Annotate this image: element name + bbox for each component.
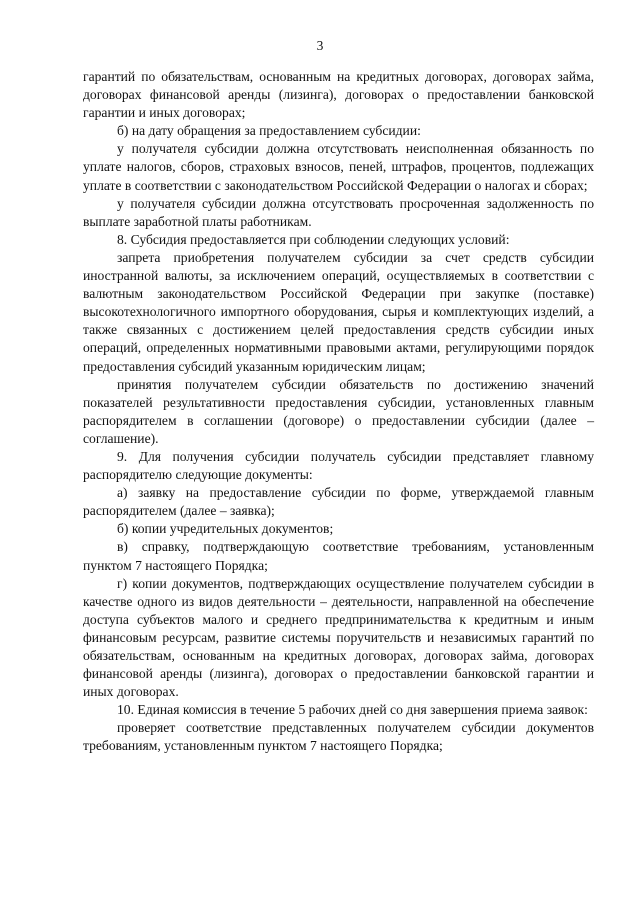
paragraph-commission-check: проверяет соответствие представленных получателем субсидии документов требованиям, установленным пунктом 7 настоящего Порядка;: [83, 720, 594, 754]
paragraph-item-g-activity-docs: г) копии документов, подтверждающих осуществление получателем субсидии в качестве одного из видов деятельности – деятельности, направленной на обеспечение доступа субъектов малого и среднего предпринимательства к кредитным и иным финансовым ресурсам, развитие системы поручительств и независимых гарантий по обязательствам, основанным на кредитных договорах, договорах займа, договорах финансовой аренды (лизинга), договорах о предоставлении банковской гарантии и иных договорах.: [83, 575, 594, 700]
paragraph-salary-debt: у получателя субсидии должна отсутствовать просроченная задолженность по выплате заработной платы работникам.: [83, 195, 594, 229]
paragraph-section-8: 8. Субсидия предоставляется при соблюдении следующих условий:: [117, 231, 510, 247]
paragraph-section-10: 10. Единая комиссия в течение 5 рабочих дней со дня завершения приема заявок:: [117, 702, 588, 718]
document-body: [83, 68, 594, 756]
paragraph-item-b: б) на дату обращения за предоставлением субсидии:: [117, 123, 421, 139]
paragraph-continuation: гарантий по обязательствам, основанным на кредитных договорах, договорах займа, договорах финансовой аренды (лизинга), договорах о предоставлении банковской гарантии и иных договорах;: [83, 69, 594, 121]
paragraph-currency-ban: запрета приобретения получателем субсидии за счет средств субсидии иностранной валюты, за исключением операций, осуществляемых в соответствии с валютным законодательством Российской Федерации при закупке (поставке) высокотехнологичного импортного оборудования, сырья и комплектующих изделий, а также связанных с достижением целей предоставления средств субсидии иных операций, определенных нормативными правовыми актами, регулирующими порядок предоставления субсидий указанным юридическим лицам;: [83, 249, 594, 374]
paragraph-tax-obligation: у получателя субсидии должна отсутствовать неисполненная обязанность по уплате налогов, сборов, страховых взносов, пеней, штрафов, процентов, подлежащих уплате в соответствии с законодательством Российской Федерации о налогах и сборах;: [83, 141, 594, 193]
paragraph-performance-obligations: принятия получателем субсидии обязательств по достижению значений показателей результативности предоставления субсидии, установленных главным распорядителем в соглашении (договоре) о предоставлении субсидии (далее – соглашение).: [83, 376, 594, 446]
paragraph-item-b-founding-docs: б) копии учредительных документов;: [117, 521, 334, 537]
paragraph-item-v-certificate: в) справку, подтверждающую соответствие требованиям, установленным пунктом 7 настоящего Порядка;: [83, 539, 594, 573]
paragraph-section-9: 9. Для получения субсидии получатель субсидии представляет главному распорядителю следующие документы:: [83, 448, 594, 483]
page-number: 3: [316, 38, 324, 53]
paragraph-item-a-application: а) заявку на предоставление субсидии по форме, утверждаемой главным распорядителем (далее – заявка);: [83, 485, 594, 519]
